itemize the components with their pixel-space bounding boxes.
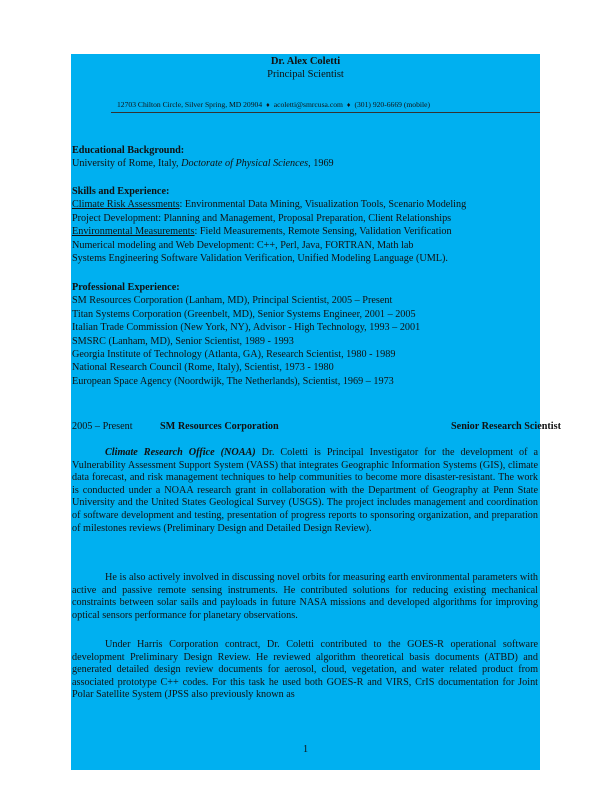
address: 12703 Chilton Circle, Silver Spring, MD 20904 — [117, 100, 263, 109]
list-item: European Space Agency (Noordwijk, The Netherlands), Scientist, 1969 – 1973 — [72, 375, 394, 387]
person-title: Principal Scientist — [267, 69, 344, 80]
person-name: Dr. Alex Coletti — [270, 56, 341, 67]
header-divider — [111, 112, 540, 113]
list-item: SMSRC (Lanham, MD), Senior Scientist, 1989 - 1993 — [72, 335, 294, 347]
education-entry — [72, 157, 334, 170]
job-company: SM Resources Corporation — [160, 421, 279, 432]
paragraph-orbits: He is also actively involved in discussing novel orbits for measuring earth environmental parameters with active and passive remote sensing instruments. He contributed solutions for reducing existing mechanical constraints between solar sails and payloads in future NASA missions and developed algorithms for improving optical sensors performance for planetary observations. — [72, 572, 538, 621]
skill-label: Environmental Measurements — [72, 226, 195, 238]
skill-text: : Field Measurements, Remote Sensing, Validation Verification — [194, 226, 452, 238]
skill-text: : Environmental Data Mining, Visualization Tools, Scenario Modeling — [179, 199, 467, 211]
education-section — [72, 144, 334, 171]
education-heading: Educational Background: — [72, 145, 185, 156]
list-item: Titan Systems Corporation (Greenbelt, MD), Senior Systems Engineer, 2001 – 2005 — [72, 308, 416, 320]
phone: (301) 920-6669 (mobile) — [354, 100, 430, 109]
professional-heading: Professional Experience: — [72, 282, 180, 293]
paragraph-harris: Under Harris Corporation contract, Dr. Coletti contributed to the GOES-R operational software development Preliminary Design Review. He reviewed algorithm theoretical basis documents (ATBD) and generated detailed design review documents for aerosol, cloud, vegetation, and water related product from associated prototype C++ codes. For this task he used both GOES-R and VIRS, CrIS documentation for Joint Polar Satellite System (JPSS also previously known as — [72, 639, 538, 701]
list-item: Italian Trade Commission (New York, NY), Advisor - High Technology, 1993 – 2001 — [72, 322, 421, 334]
diamond-separator-icon: ♦ — [346, 101, 351, 109]
page-number: 1 — [302, 744, 309, 755]
paragraph-text: Dr. Coletti is Principal Investigator for the development of a Vulnerability Assessment Support System (VASS) that integrates Geographic Information Systems (GIS), climate data forecast, and risk management techniques to help communities to become more disaster-resistant. The work is conducted under a NOAA research grant in collaboration with the Department of Geography at Penn State University and the United States Geological Survey (USGS). The project includes management and coordination of software development and testing, presentation of progress reports to sponsoring organization, and preparation of milestones reviews (Preliminary Design and Detailed Design Review). — [72, 447, 539, 534]
skill-line: Systems Engineering Software Validation Verification, Unified Modeling Language (UML). — [72, 253, 448, 265]
list-item: SM Resources Corporation (Lanham, MD), Principal Scientist, 2005 – Present — [72, 295, 393, 307]
paragraph-noaa — [72, 447, 538, 535]
diamond-separator-icon: ♦ — [266, 101, 270, 109]
skills-section — [72, 185, 466, 265]
job-dates: 2005 – Present — [72, 421, 133, 432]
job-position: Senior Research Scientist — [451, 421, 561, 432]
contact-line — [117, 100, 430, 109]
skill-line — [72, 225, 466, 238]
skill-label: Climate Risk Assessments — [72, 199, 180, 211]
professional-section — [72, 281, 420, 388]
resume-page — [71, 54, 561, 770]
skills-heading: Skills and Experience: — [72, 186, 170, 197]
list-item: Georgia Institute of Technology (Atlanta, GA), Research Scientist, 1980 - 1989 — [72, 349, 396, 361]
education-degree: Doctorate of Physical Sciences — [181, 158, 309, 170]
education-year: , 1969 — [308, 158, 334, 170]
skill-line — [72, 198, 466, 211]
email-link[interactable]: acoletti@smrcusa.com — [273, 100, 343, 109]
education-school: University of Rome, Italy, — [72, 158, 182, 170]
skill-line: Project Development: Planning and Management, Proposal Preparation, Client Relationships — [72, 212, 452, 224]
paragraph-lead: Climate Research Office (NOAA) — [105, 447, 256, 458]
skill-line: Numerical modeling and Web Development: C++, Perl, Java, FORTRAN, Math lab — [72, 239, 414, 251]
list-item: National Research Council (Rome, Italy), Scientist, 1973 - 1980 — [72, 362, 334, 374]
